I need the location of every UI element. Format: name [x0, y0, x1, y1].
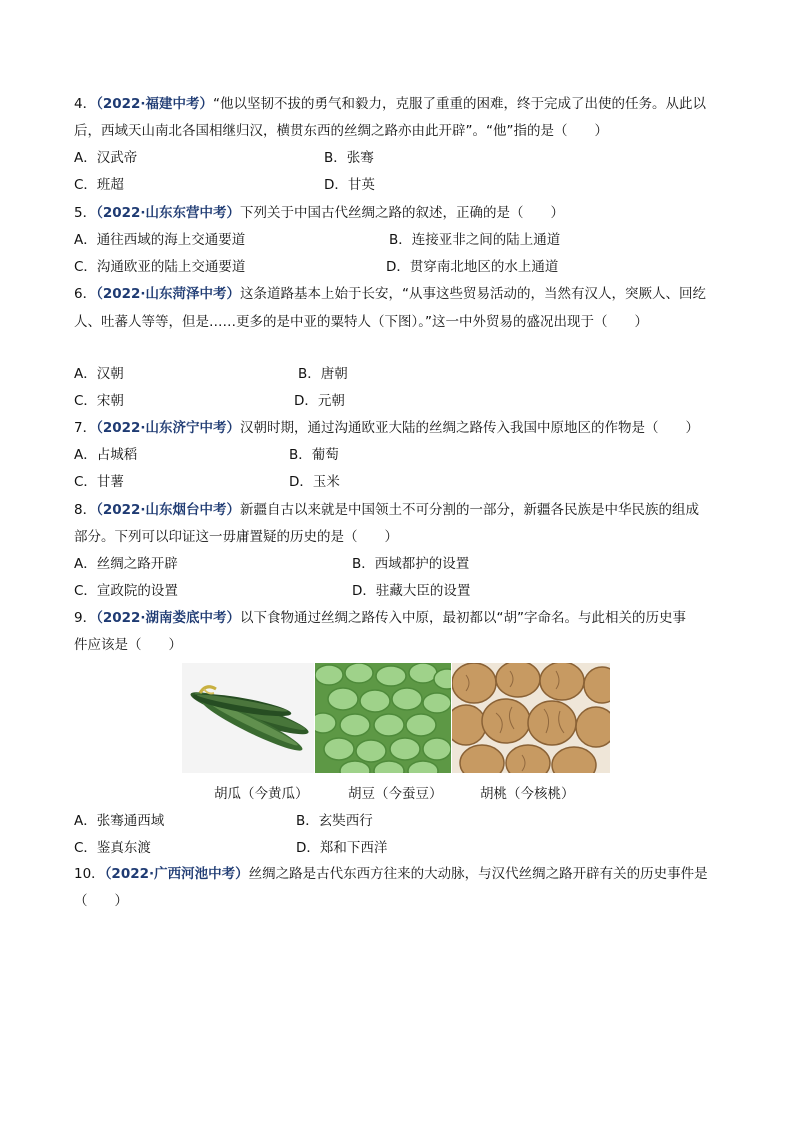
question-text: 汉朝时期，通过沟通欧亚大陆的丝绸之路传入我国中原地区的作物是（ ）: [240, 420, 700, 436]
caption-broad-bean: 胡豆（今蚕豆）: [348, 786, 443, 802]
q8-option-c[interactable]: C．宣政院的设置: [74, 583, 178, 599]
question-source: （2022·山东济宁中考）: [96, 420, 241, 436]
question-8-line-2: 部分。下列可以印证这一毋庸置疑的历史的是（ ）: [74, 529, 398, 545]
q8-option-d[interactable]: D．驻藏大臣的设置: [352, 583, 471, 599]
q9-option-d[interactable]: D．郑和下西洋: [296, 840, 388, 856]
question-5-line-1: [74, 205, 564, 221]
question-9-line-1: [74, 610, 686, 626]
question-6-line-1: [74, 286, 706, 302]
q6-option-d[interactable]: D．元朝: [294, 393, 345, 409]
question-text: “他以坚韧不拔的勇气和毅力，克服了重重的困难，终于完成了出使的任务。从此以: [213, 96, 707, 112]
question-source: （2022·广西河池中考）: [104, 866, 249, 882]
caption-walnut: 胡桃（今核桃）: [480, 786, 575, 802]
question-4-line-2: 后，西域天山南北各国相继归汉，横贯东西的丝绸之路亦由此开辟”。“他”指的是（ ）: [74, 123, 608, 139]
question-source: （2022·山东菏泽中考）: [96, 286, 241, 302]
q7-option-d[interactable]: D．玉米: [289, 474, 340, 490]
q4-option-b[interactable]: B．张骞: [324, 150, 374, 166]
q8-option-a[interactable]: A．丝绸之路开辟: [74, 556, 178, 572]
q9-option-b[interactable]: B．玄奘西行: [296, 813, 373, 829]
question-6-line-2: 人、吐蕃人等等，但是……更多的是中亚的粟特人（下图）。”这一中外贸易的盛况出现于（ ）: [74, 314, 648, 330]
question-number: 5．: [74, 205, 97, 221]
cucumber-image: [182, 663, 314, 773]
q8-option-b[interactable]: B．西域都护的设置: [352, 556, 470, 572]
question-number: 7．: [74, 420, 97, 436]
q5-option-d[interactable]: D．贯穿南北地区的水上通道: [386, 259, 559, 275]
question-4-line-1: [74, 96, 706, 112]
q4-option-c[interactable]: C．班超: [74, 177, 124, 193]
question-text: 以下食物通过丝绸之路传入中原，最初都以“胡”字命名。与此相关的历史事: [240, 610, 687, 626]
question-number: 4．: [74, 96, 97, 112]
q4-option-d[interactable]: D．甘英: [324, 177, 375, 193]
question-text: 丝绸之路是古代东西方往来的大动脉，与汉代丝绸之路开辟有关的历史事件是: [248, 866, 708, 882]
walnuts-image: [452, 663, 610, 773]
q5-option-a[interactable]: A．通往西域的海上交通要道: [74, 232, 246, 248]
question-8-line-1: [74, 502, 699, 518]
q7-option-a[interactable]: A．占城稻: [74, 447, 138, 463]
q9-option-c[interactable]: C．鉴真东渡: [74, 840, 151, 856]
q6-option-a[interactable]: A．汉朝: [74, 366, 124, 382]
question-10-line-1: [74, 866, 708, 882]
question-number: 10．: [74, 866, 105, 882]
q7-option-c[interactable]: C．甘薯: [74, 474, 124, 490]
question-number: 8．: [74, 502, 97, 518]
question-7-line-1: [74, 420, 699, 436]
q5-option-c[interactable]: C．沟通欧亚的陆上交通要道: [74, 259, 246, 275]
broad-beans-image: [315, 663, 451, 773]
q5-option-b[interactable]: B．连接亚非之间的陆上通道: [389, 232, 561, 248]
question-9-line-2: 件应该是（ ）: [74, 637, 182, 653]
q7-option-b[interactable]: B．葡萄: [289, 447, 339, 463]
question-source: （2022·湖南娄底中考）: [96, 610, 241, 626]
question-number: 6．: [74, 286, 97, 302]
caption-cucumber: 胡瓜（今黄瓜）: [214, 786, 309, 802]
question-10-line-2: （ ）: [74, 893, 128, 909]
question-source: （2022·福建中考）: [96, 96, 214, 112]
q9-option-a[interactable]: A．张骞通西域: [74, 813, 165, 829]
question-number: 9．: [74, 610, 97, 626]
q6-option-c[interactable]: C．宋朝: [74, 393, 124, 409]
question-text: 这条道路基本上始于长安，“从事这些贸易活动的，当然有汉人，突厥人、回纥: [240, 286, 707, 302]
q4-option-a[interactable]: A．汉武帝: [74, 150, 138, 166]
question-text: 下列关于中国古代丝绸之路的叙述，正确的是（ ）: [240, 205, 565, 221]
question-source: （2022·山东东营中考）: [96, 205, 241, 221]
question-text: 新疆自古以来就是中国领土不可分割的一部分，新疆各民族是中华民族的组成: [240, 502, 700, 518]
question-source: （2022·山东烟台中考）: [96, 502, 241, 518]
q6-option-b[interactable]: B．唐朝: [298, 366, 348, 382]
